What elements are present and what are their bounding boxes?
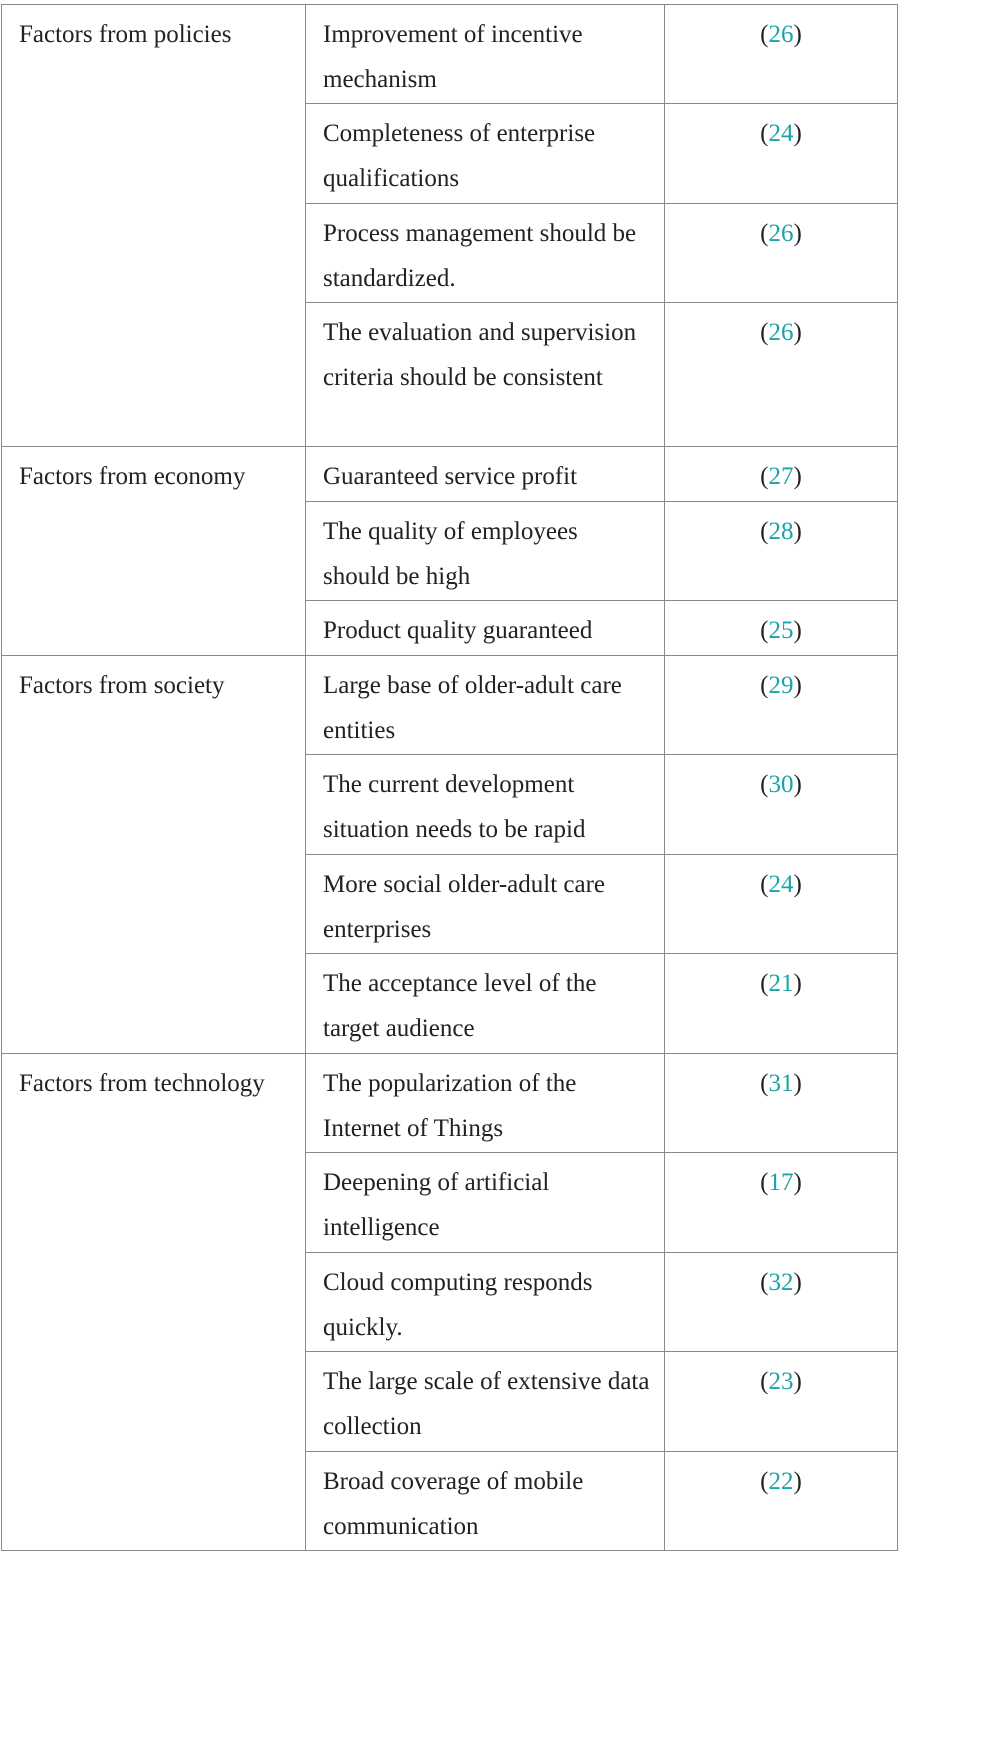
- paren-close: ): [793, 970, 802, 997]
- factor-category-cell: Factors from society: [2, 656, 306, 1054]
- paren-open: (: [760, 319, 769, 346]
- reference-cell: [665, 1153, 898, 1253]
- citation-link[interactable]: 28: [768, 518, 794, 545]
- reference-cell: [665, 656, 898, 755]
- reference-cell: [665, 447, 898, 502]
- citation-link[interactable]: 26: [768, 319, 794, 346]
- sub-factor-cell: The evaluation and supervision criteria should be consistent: [306, 303, 665, 447]
- paren-open: (: [760, 617, 769, 644]
- factor-category-cell: Factors from economy: [2, 447, 306, 656]
- reference-cell: [665, 104, 898, 204]
- paren-close: ): [793, 518, 802, 545]
- sub-factor-cell: Completeness of enterprise qualifications: [306, 104, 665, 204]
- factors-table-body: [2, 5, 898, 1551]
- paren-close: ): [793, 120, 802, 147]
- paren-close: ): [793, 1368, 802, 1395]
- factor-category-cell: Factors from technology: [2, 1054, 306, 1551]
- paren-open: (: [760, 1070, 769, 1097]
- sub-factor-cell: The current development situation needs to be rapid: [306, 755, 665, 855]
- reference-cell: [665, 1253, 898, 1352]
- sub-factor-cell: Cloud computing responds quickly.: [306, 1253, 665, 1352]
- sub-factor-cell: Process management should be standardized.: [306, 204, 665, 303]
- sub-factor-cell: The quality of employees should be high: [306, 502, 665, 601]
- citation-link[interactable]: 26: [768, 21, 794, 48]
- table-row: [2, 656, 898, 755]
- citation-link[interactable]: 24: [768, 871, 794, 898]
- paren-open: (: [760, 220, 769, 247]
- paren-close: ): [793, 871, 802, 898]
- citation-link[interactable]: 23: [768, 1368, 794, 1395]
- citation-link[interactable]: 30: [768, 771, 794, 798]
- paren-close: ): [793, 1070, 802, 1097]
- paren-open: (: [760, 21, 769, 48]
- paren-open: (: [760, 120, 769, 147]
- citation-link[interactable]: 25: [768, 617, 794, 644]
- paren-close: ): [793, 463, 802, 490]
- reference-cell: [665, 755, 898, 855]
- table-row: [2, 1054, 898, 1153]
- reference-cell: [665, 954, 898, 1054]
- sub-factor-cell: Deepening of artificial intelligence: [306, 1153, 665, 1253]
- paren-close: ): [793, 771, 802, 798]
- sub-factor-cell: The large scale of extensive data collection: [306, 1352, 665, 1452]
- factor-category-cell: Factors from policies: [2, 5, 306, 447]
- paren-close: ): [793, 672, 802, 699]
- reference-cell: [665, 5, 898, 104]
- reference-cell: [665, 855, 898, 954]
- paren-close: ): [793, 1169, 802, 1196]
- reference-cell: [665, 502, 898, 601]
- reference-cell: [665, 1452, 898, 1551]
- sub-factor-cell: Improvement of incentive mechanism: [306, 5, 665, 104]
- citation-link[interactable]: 31: [768, 1070, 794, 1097]
- sub-factor-cell: Broad coverage of mobile communication: [306, 1452, 665, 1551]
- paren-open: (: [760, 871, 769, 898]
- citation-link[interactable]: 32: [768, 1269, 794, 1296]
- paren-open: (: [760, 1169, 769, 1196]
- paren-close: ): [793, 319, 802, 346]
- factors-table: [1, 4, 898, 1551]
- reference-cell: [665, 204, 898, 303]
- paren-open: (: [760, 463, 769, 490]
- paren-open: (: [760, 1468, 769, 1495]
- paren-open: (: [760, 771, 769, 798]
- citation-link[interactable]: 26: [768, 220, 794, 247]
- paren-close: ): [793, 617, 802, 644]
- citation-link[interactable]: 22: [768, 1468, 794, 1495]
- sub-factor-cell: Guaranteed service profit: [306, 447, 665, 502]
- sub-factor-cell: More social older-adult care enterprises: [306, 855, 665, 954]
- sub-factor-cell: Large base of older-adult care entities: [306, 656, 665, 755]
- table-row: [2, 5, 898, 104]
- citation-link[interactable]: 24: [768, 120, 794, 147]
- paren-close: ): [793, 21, 802, 48]
- sub-factor-cell: Product quality guaranteed: [306, 601, 665, 656]
- citation-link[interactable]: 29: [768, 672, 794, 699]
- paren-open: (: [760, 672, 769, 699]
- reference-cell: [665, 1054, 898, 1153]
- sub-factor-cell: The acceptance level of the target audience: [306, 954, 665, 1054]
- paren-open: (: [760, 1368, 769, 1395]
- paren-close: ): [793, 1269, 802, 1296]
- table-row: [2, 447, 898, 502]
- sub-factor-cell: The popularization of the Internet of Things: [306, 1054, 665, 1153]
- reference-cell: [665, 601, 898, 656]
- paren-close: ): [793, 1468, 802, 1495]
- citation-link[interactable]: 17: [768, 1169, 794, 1196]
- paren-open: (: [760, 518, 769, 545]
- paren-open: (: [760, 970, 769, 997]
- paren-close: ): [793, 220, 802, 247]
- reference-cell: [665, 303, 898, 447]
- citation-link[interactable]: 21: [768, 970, 794, 997]
- reference-cell: [665, 1352, 898, 1452]
- paren-open: (: [760, 1269, 769, 1296]
- citation-link[interactable]: 27: [768, 463, 794, 490]
